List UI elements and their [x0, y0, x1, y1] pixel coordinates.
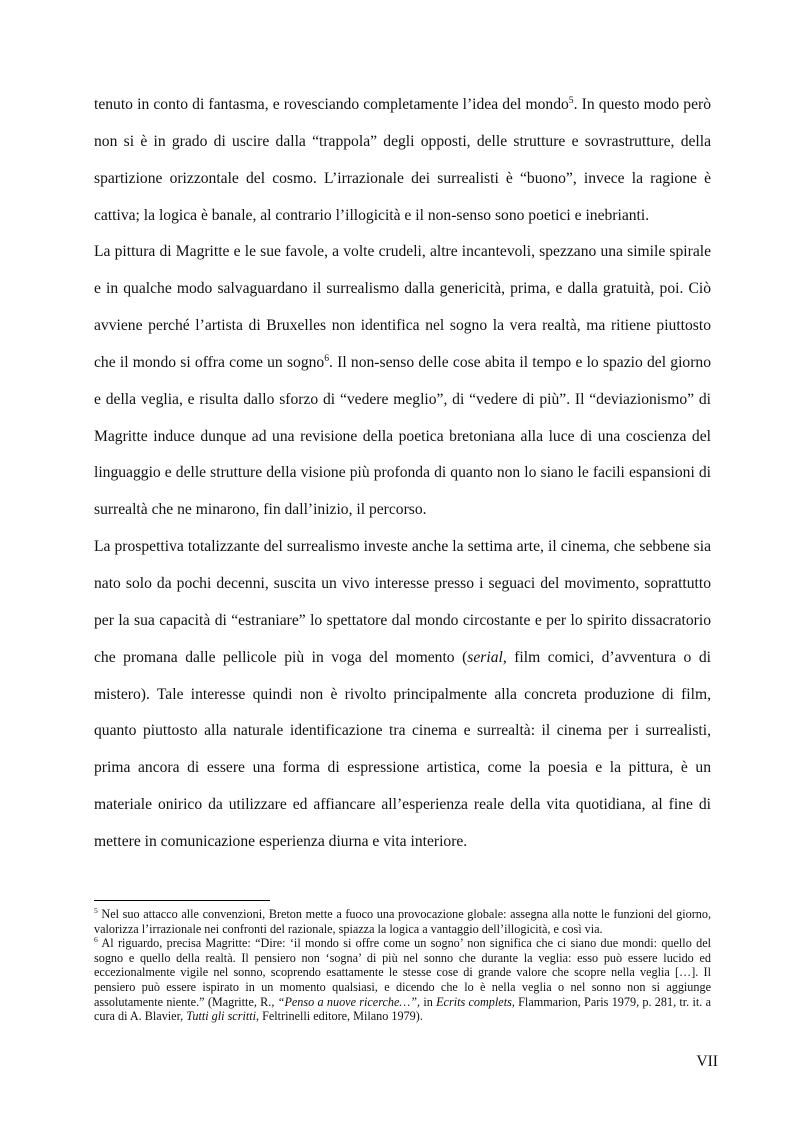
italic-text: “Penso a nuove ricerche…”: [277, 994, 418, 1009]
footnote-separator: [94, 900, 270, 901]
text-run: Nel suo attacco alle convenzioni, Breton mette a fuoco una provocazione globale: assegna alla notte le funzioni del giorno, valorizza l’irrazionale nei confronti del razionale, spiazza la logica a vantaggio dell’illogicità, e così via.: [94, 907, 711, 936]
text-run: La pittura di Magritte e le sue favole, a volte crudeli, altre incantevoli, spezzano una simile spirale e in qualche modo salvaguardano il surrealismo dalla genericità, prima, e dalla gratuità, poi. Ciò avviene perché l’artista di Bruxelles non identifica nel sogno la vera realtà, ma ritiene piuttosto che il mondo si offra come un sogno: [94, 243, 711, 371]
footnote-marker: 5: [568, 94, 574, 106]
italic-text: Ecrits complets: [436, 994, 512, 1009]
body-text: [94, 87, 711, 861]
text-run: , film comici, d’avventura o di mistero). Tale interesse quindi non è rivolto principalmente alla concreta produzione di film, quanto piuttosto alla naturale identificazione tra cinema e surrealtà: il cinema per i surrealisti, prima ancora di essere una forma di espressione artistica, come la poesia e la pittura, è un materiale onirico da utilizzare ed affiancare all’esperienza reale della vita quotidiana, al fine di mettere in comunicazione esperienza diurna e vita interiore.: [94, 648, 711, 850]
footnote-marker: 6: [324, 352, 330, 364]
text-run: . In questo modo però non si è in grado di uscire dalla “trappola” degli opposti, delle strutture e sovrastrutture, della spartizione orizzontale del cosmo. L’irrazionale dei surrealisti è “buono”, invece la ragione è cattiva; la logica è banale, al contrario l’illogicità e il non-senso sono poetici e inebrianti.: [94, 96, 711, 224]
text-run: Al riguardo, precisa Magritte: “Dire: ‘il mondo si offre come un sogno’ non significa che ci siano due mondi: quello del sogno e quello della realtà. Il pensiero non ‘sogna’ di più nel sonno che durante la veglia: esso può essere lucido ed eccezionalmente vigile nel sonno, scoprendo esattamente le stesse cose di grande valore che scopre nella veglia […]. Il pensiero può essere ispirato in un momento qualsiasi, e dicendo che lo è nella veglia o nel sonno non si aggiunge assolutamente niente.” (Magritte, R.,: [94, 936, 711, 1009]
text-run: La prospettiva totalizzante del surrealismo investe anche la settima arte, il cinema, che sebbene sia nato solo da pochi decenni, suscita un vivo interesse presso i seguaci del movimento, soprattutto per la sua capacità di “estraniare” lo spettatore dal mondo circostante e per lo spirito dissacratorio che promana dalle pellicole più in voga del momento (: [94, 538, 711, 666]
footnote-marker: 5: [94, 905, 98, 915]
text-run: . Il non-senso delle cose abita il tempo e lo spazio del giorno e della veglia, e risulta dallo sforzo di “vedere meglio”, di “vedere di più”. Il “deviazionismo” di Magritte induce dunque ad una revisione della poetica bretoniana alla luce di una coscienza del linguaggio e delle strutture della visione più profonda di quanto non lo siano le facili espansioni di surrealtà che ne minarono, fin dall’inizio, il percorso.: [94, 353, 711, 519]
page-number: VII: [696, 1053, 718, 1070]
footnote-6: [94, 936, 711, 1024]
text-run: tenuto in conto di fantasma, e rovesciando completamente l’idea del mondo: [94, 96, 569, 113]
paragraph: [94, 529, 711, 861]
footnotes: [94, 907, 711, 1024]
italic-text: Tutti gli scritti: [186, 1009, 257, 1024]
paragraph: [94, 234, 711, 529]
italic-text: serial: [467, 648, 503, 666]
footnote-marker: 6: [94, 935, 98, 945]
text-run: , Feltrinelli editore, Milano 1979).: [256, 1009, 423, 1024]
text-run: , Flammarion, Paris 1979, p. 281, tr. it. a cura di A. Blavier,: [94, 994, 712, 1024]
text-run: , in: [417, 994, 437, 1009]
paragraph: [94, 87, 711, 234]
footnote-5: [94, 907, 711, 936]
